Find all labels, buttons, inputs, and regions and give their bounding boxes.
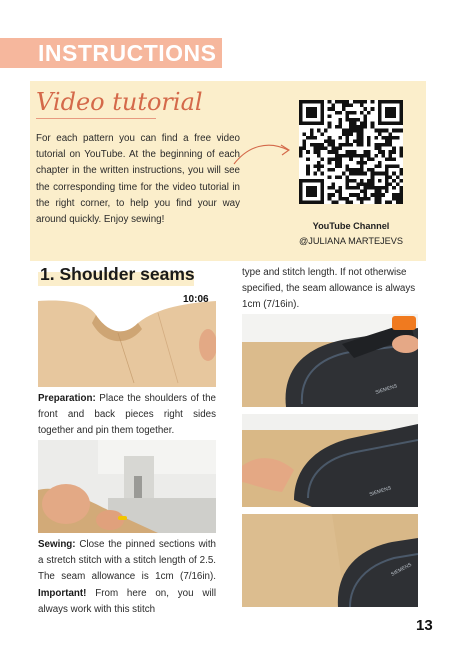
page-title: INSTRUCTIONS [38, 40, 217, 66]
sewing-label: Sewing: [38, 539, 76, 550]
section-title: 1. Shoulder seams [40, 264, 195, 284]
page-number: 13 [416, 617, 433, 634]
continued-paragraph: type and stitch length. If not otherwise specified, the seam allowance is always 1cm (7/16in). [242, 267, 416, 311]
video-tutorial-heading: Video tutorial [36, 88, 203, 116]
preparation-text: Place the shoulders of the front and back pieces right sides together and pin them together. [38, 393, 216, 437]
photo-sewing-machine [38, 440, 216, 533]
hand-drawn-arrow-icon [232, 138, 294, 168]
iron-brand-label-2: SIEMENS [368, 485, 393, 498]
qr-code-icon[interactable] [299, 100, 403, 204]
preparation-label: Preparation: [38, 393, 96, 404]
iron-brand-label-3: SIEMENS [390, 561, 413, 578]
sewing-text-continued: From here on, you will always work with this stitch [38, 587, 216, 615]
photo-ironing-seam-3 [242, 514, 418, 607]
important-label: Important! [38, 587, 87, 599]
youtube-channel-label: YouTube Channel [312, 221, 390, 231]
preparation-paragraph [38, 391, 216, 440]
photo-shoulder-pieces [38, 293, 216, 387]
video-timestamp: 10:06 [183, 294, 209, 305]
video-tutorial-text: For each pattern you can find a free video tutorial on YouTube. At the beginning of each chapter in the written instructions, you will see the corresponding time for the video tutorial in the right corner, to help you find your way around quickly. Enjoy sewing! [36, 133, 240, 226]
youtube-channel-handle[interactable]: @JULIANA MARTEJEVS [298, 236, 404, 246]
heading-underline [36, 118, 156, 119]
sewing-paragraph [38, 537, 216, 618]
photo-ironing-seam-1 [242, 314, 418, 407]
photo-ironing-seam-2 [242, 414, 418, 507]
sewing-text: Close the pinned sections with a stretch stitch with a stitch length of 2.5. The seam allowance is 1cm (7/16in). [38, 539, 216, 583]
iron-brand-label-1: SIEMENS [374, 383, 399, 396]
